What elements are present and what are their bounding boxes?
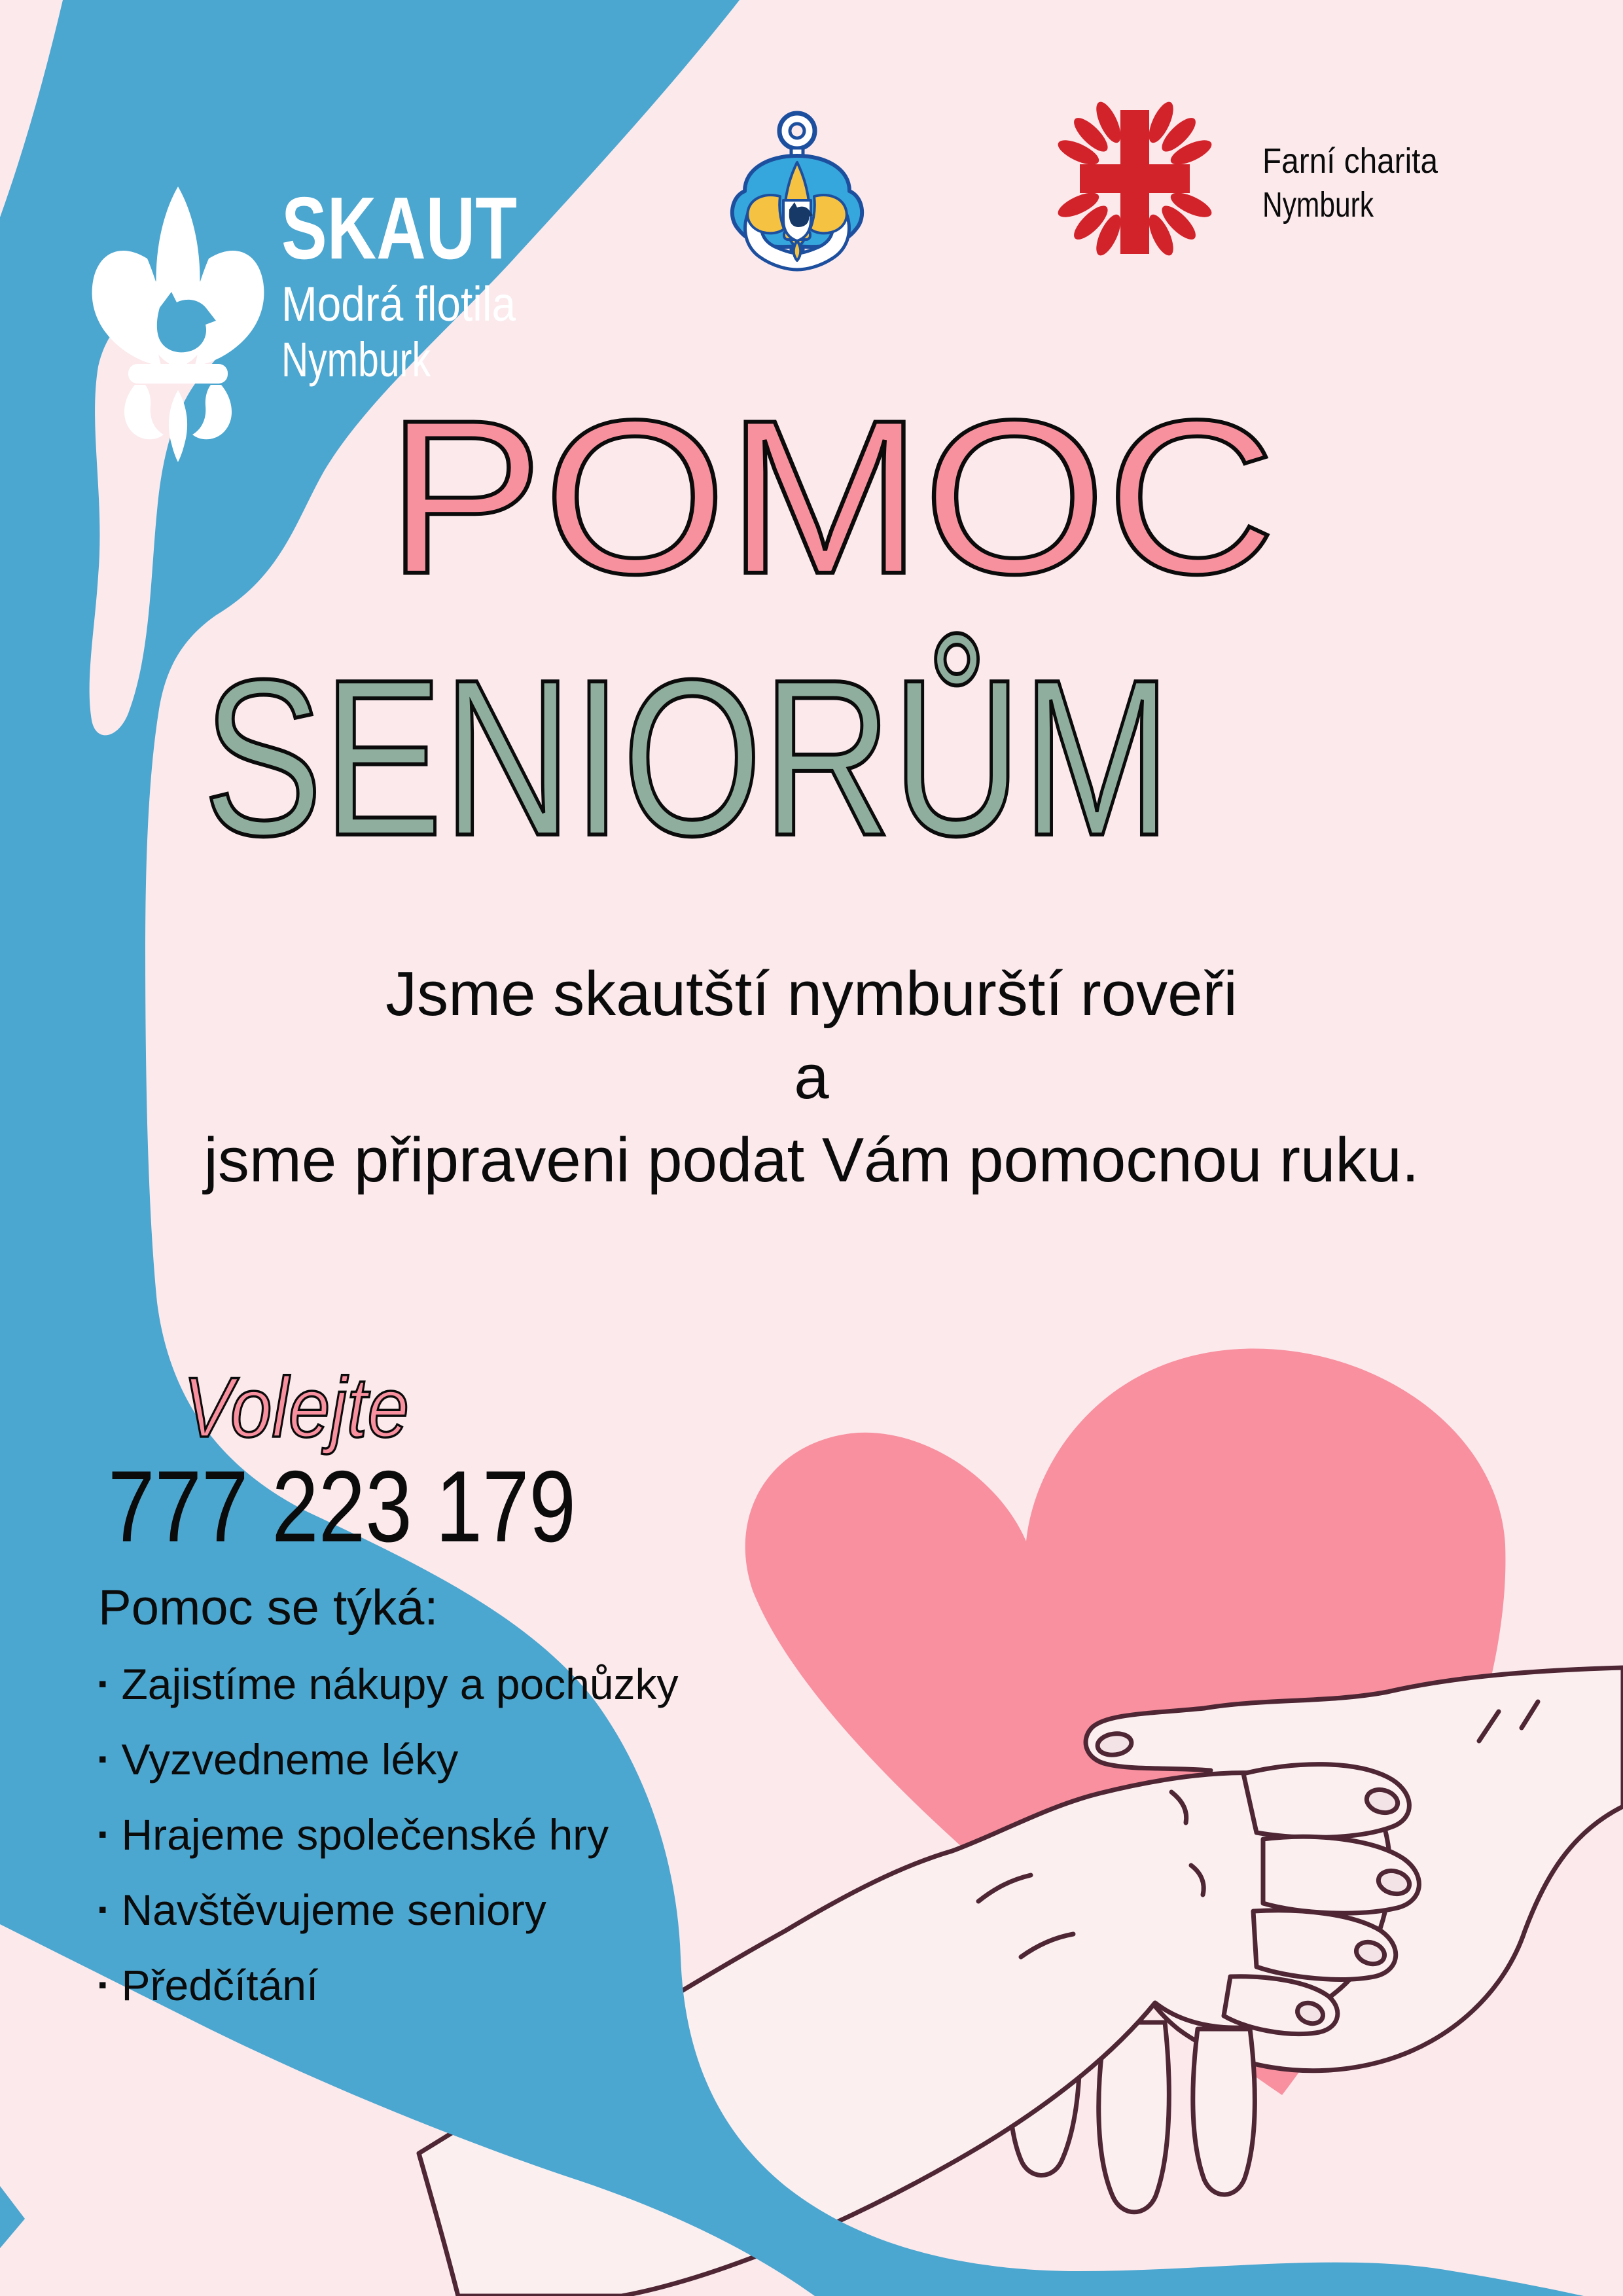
list-item-label: Hrajeme společenské hry xyxy=(121,1810,609,1859)
under-finger xyxy=(1193,2029,1255,2195)
poster-title-line1: POMOC xyxy=(386,374,1276,619)
skaut-wordmark xyxy=(275,170,576,393)
phone-number-svg xyxy=(65,1440,654,1584)
bullet-icon: ▪ xyxy=(98,1670,107,1698)
list-item-label: Předčítání xyxy=(121,1961,319,2009)
caritas-cross-icon xyxy=(1055,99,1215,259)
help-section xyxy=(98,1576,818,2023)
charita-line-2: Nymburk xyxy=(1262,185,1374,224)
intro-text xyxy=(0,952,1623,1202)
bullet-icon: ▪ xyxy=(98,1971,107,1999)
call-label: Volejte xyxy=(183,1359,409,1455)
list-item xyxy=(98,1722,818,1797)
list-item xyxy=(98,1948,818,2023)
help-heading: Pomoc se týká: xyxy=(98,1580,438,1636)
list-item-label: Zajistíme nákupy a pochůzky xyxy=(121,1660,679,1708)
skaut-subtitle-2: Nymburk xyxy=(281,332,431,387)
bullet-icon: ▪ xyxy=(98,1896,107,1924)
skaut-title: SKAUT xyxy=(281,179,517,278)
water-scout-anchor-icon xyxy=(733,98,864,281)
bullet-icon: ▪ xyxy=(98,1821,107,1848)
intro-line-3: jsme připraveni podat Vám pomocnou ruku. xyxy=(204,1125,1419,1195)
charita-line-1: Farní charita xyxy=(1262,141,1438,181)
list-item xyxy=(98,1873,818,1948)
poster-title-line2: SENIORŮM xyxy=(203,634,1402,882)
intro-line-2: a xyxy=(794,1042,829,1112)
intro-line-1: Jsme skautští nymburští roveři xyxy=(385,959,1238,1029)
caritas-logo xyxy=(1067,92,1459,281)
list-item xyxy=(98,1647,818,1722)
title-line2-svg xyxy=(0,615,1623,916)
skaut-subtitle-1: Modrá flotila xyxy=(281,277,516,331)
phone-number: 777 223 179 xyxy=(108,1450,576,1563)
title-line1-svg xyxy=(0,367,1623,641)
help-list xyxy=(98,1647,818,2023)
list-item xyxy=(98,1797,818,1873)
list-item-label: Vyzvedneme léky xyxy=(121,1735,459,1784)
bullet-icon: ▪ xyxy=(98,1746,107,1773)
list-item-label: Navštěvujeme seniory xyxy=(121,1886,546,1934)
